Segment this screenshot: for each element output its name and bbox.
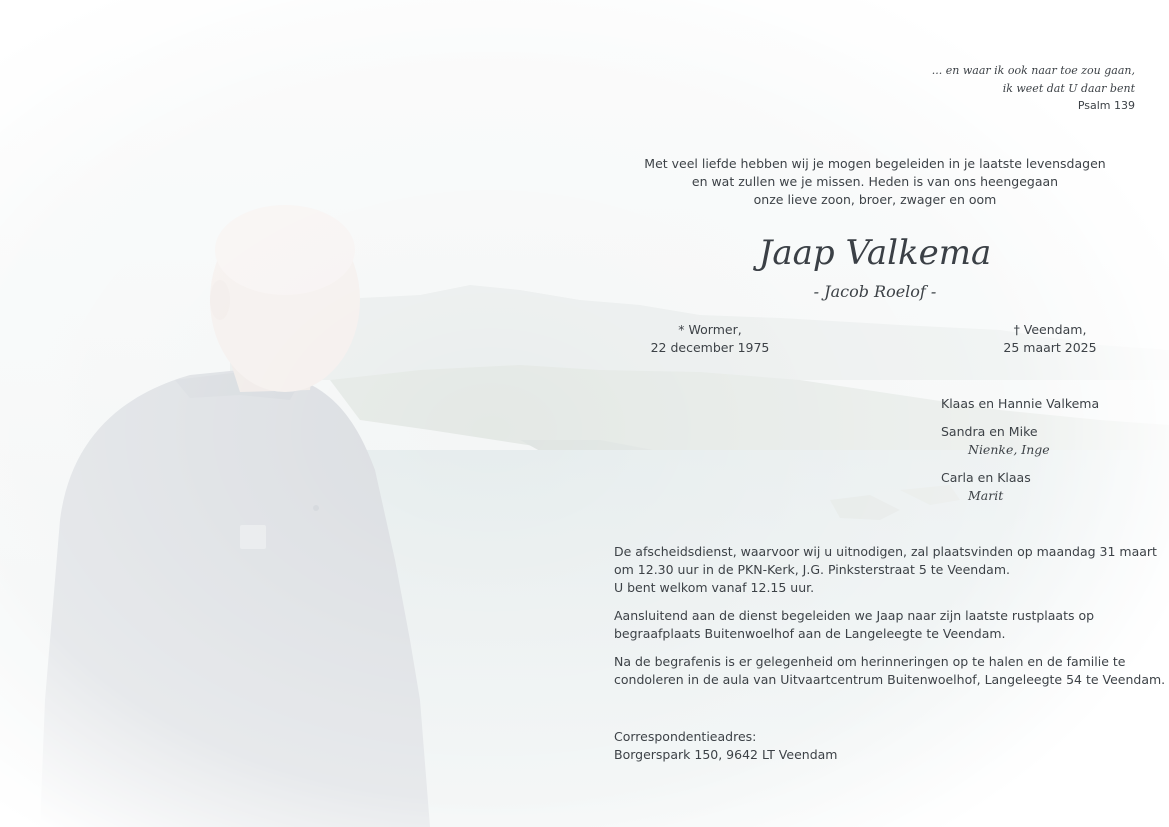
quote-line-1: ... en waar ik ook naar toe zou gaan, [931, 64, 1135, 77]
birth-date: 22 december 1975 [650, 340, 770, 355]
quote-line-2: ik weet dat U daar bent [1002, 81, 1135, 95]
service-paragraph [614, 543, 1157, 597]
family-children: Marit [968, 488, 1004, 503]
service-line: U bent welkom vanaf 12.15 uur. [614, 580, 815, 595]
correspondence-street: Borgerspark 150, 9642 LT Veendam [614, 747, 838, 762]
family-group [941, 469, 1099, 505]
family-names: Carla en Klaas [941, 470, 1031, 485]
family-group [941, 395, 1099, 413]
intro-text [620, 155, 1130, 209]
service-line: De afscheidsdienst, waarvoor wij u uitnodigen, zal plaatsvinden op maandag 31 maart [614, 544, 1157, 559]
deceased-name: Jaap Valkema [758, 233, 992, 273]
intro-line-3: onze lieve zoon, broer, zwager en oom [753, 192, 997, 207]
family-group [941, 423, 1099, 459]
family-children: Nienke, Inge [968, 442, 1050, 457]
family-list [941, 395, 1099, 515]
intro-line-2: en wat zullen we je missen. Heden is van ons heengegaan [691, 174, 1059, 189]
burial-line: begraafplaats Buitenwoelhof aan de Langeleegte te Veendam. [614, 626, 1006, 641]
condolence-line: Na de begrafenis is er gelegenheid om herinneringen op te halen en de familie te [614, 654, 1126, 669]
family-names: Klaas en Hannie Valkema [941, 396, 1100, 411]
service-line: om 12.30 uur in de PKN-Kerk, J.G. Pinksterstraat 5 te Veendam. [614, 562, 1010, 577]
correspondence-address [614, 728, 837, 764]
birth-place: * Wormer, [678, 322, 742, 337]
correspondence-label: Correspondentieadres: [614, 729, 757, 744]
burial-paragraph [614, 607, 1144, 643]
burial-line: Aansluitend aan de dienst begeleiden we Jaap naar zijn laatste rustplaats op [614, 608, 1095, 623]
quote-reference: Psalm 139 [1077, 99, 1135, 112]
given-names: - Jacob Roelof - [813, 282, 937, 301]
family-names: Sandra en Mike [941, 424, 1038, 439]
death-date: 25 maart 2025 [1003, 340, 1097, 355]
service-details [614, 543, 1166, 699]
birth-info [650, 321, 770, 357]
death-info [990, 321, 1110, 357]
psalm-quote [932, 62, 1135, 115]
condolence-paragraph [614, 653, 1166, 689]
death-place: † Veendam, [1013, 322, 1087, 337]
condolence-line: condoleren in de aula van Uitvaartcentrum Buitenwoelhof, Langeleegte 54 te Veendam. [614, 672, 1166, 687]
intro-line-1: Met veel liefde hebben wij je mogen begeleiden in je laatste levensdagen [644, 156, 1106, 171]
